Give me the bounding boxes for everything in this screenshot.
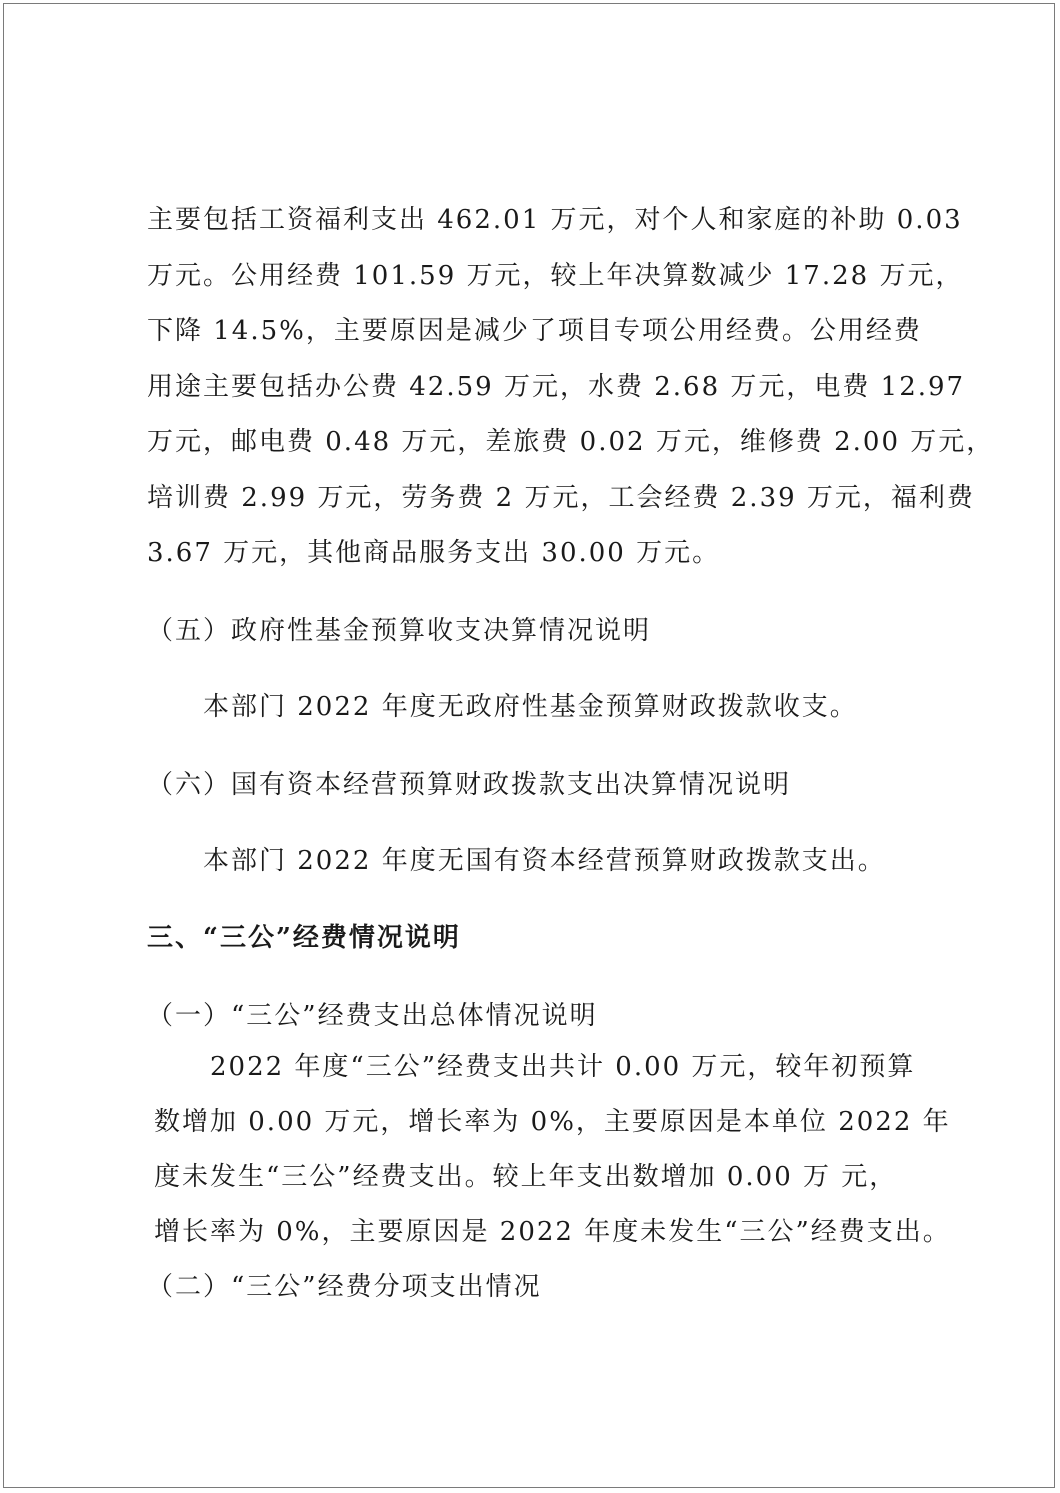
paragraph-line: 主要包括工资福利支出 462.01 万元，对个人和家庭的补助 0.03 [147,205,963,235]
section-heading-5: （五）政府性基金预算收支决算情况说明 [147,616,652,646]
document-page [3,3,1055,1488]
section-heading-1: （一）“三公”经费支出总体情况说明 [147,1001,598,1031]
paragraph-line: 培训费 2.99 万元，劳务费 2 万元，工会经费 2.39 万元，福利费 [147,483,975,513]
section-heading-2: （二）“三公”经费分项支出情况 [147,1272,542,1302]
paragraph-line: 万元。公用经费 101.59 万元，较上年决算数减少 17.28 万元， [147,261,964,291]
paragraph-line: 本部门 2022 年度无国有资本经营预算财政拨款支出。 [203,846,886,876]
paragraph-line: 万元，邮电费 0.48 万元，差旅费 0.02 万元，维修费 2.00 万元， [147,427,995,457]
paragraph-line: 3.67 万元，其他商品服务支出 30.00 万元。 [147,538,721,568]
paragraph-line: 增长率为 0%，主要原因是 2022 年度未发生“三公”经费支出。 [154,1217,951,1247]
paragraph-line: 用途主要包括办公费 42.59 万元，水费 2.68 万元，电费 12.97 [147,372,966,402]
paragraph-line: 本部门 2022 年度无政府性基金预算财政拨款收支。 [203,692,858,722]
paragraph-line: 下降 14.5%，主要原因是减少了项目专项公用经费。公用经费 [147,316,922,346]
section-heading-6: （六）国有资本经营预算财政拨款支出决算情况说明 [147,770,792,800]
paragraph-line: 数增加 0.00 万元，增长率为 0%，主要原因是本单位 2022 年 [154,1107,951,1137]
paragraph-line: 2022 年度“三公”经费支出共计 0.00 万元，较年初预算 [210,1052,916,1082]
paragraph-line: 度未发生“三公”经费支出。较上年支出数增加 0.00 万 元， [154,1162,898,1192]
chapter-heading: 三、“三公”经费情况说明 [147,923,461,953]
